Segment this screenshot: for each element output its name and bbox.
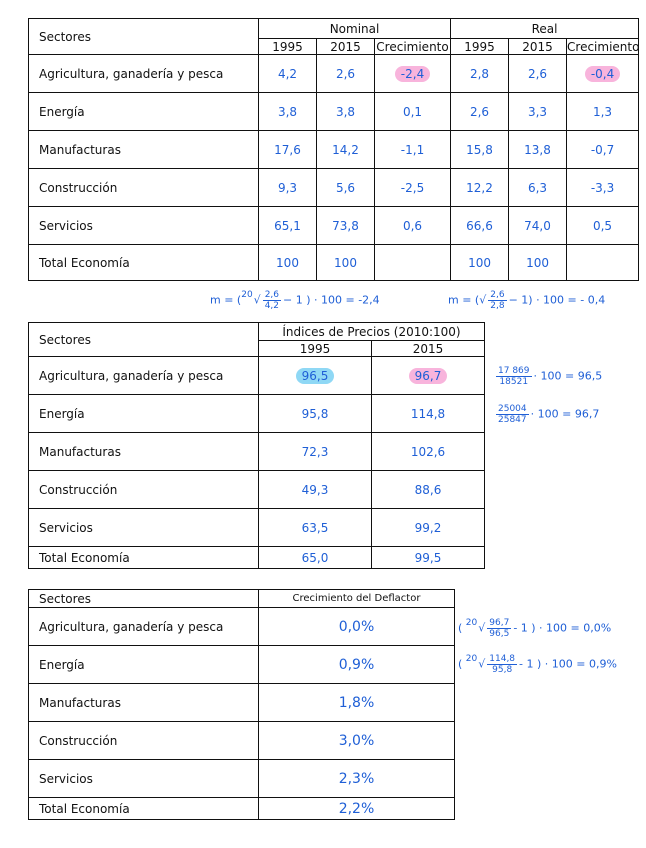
cell: 0,0% (259, 608, 455, 646)
cell: 3,3 (509, 93, 567, 131)
subheader-year: 1995 (451, 39, 509, 55)
cell: 65,0 (259, 547, 372, 569)
subheader-year: 1995 (259, 39, 317, 55)
cell: 0,6 (375, 207, 451, 245)
row-label: Energía (29, 646, 259, 684)
cell: 73,8 (317, 207, 375, 245)
table-row (29, 547, 485, 569)
row-label: Servicios (29, 207, 259, 245)
header-sectores: Sectores (29, 590, 259, 608)
highlighted-cell: 96,7 (409, 368, 448, 384)
cell: 15,8 (451, 131, 509, 169)
table-row (29, 245, 639, 281)
row-label: Servicios (29, 760, 259, 798)
cell: 100 (317, 245, 375, 281)
highlighted-cell: 96,5 (296, 368, 335, 384)
header-sectores: Sectores (29, 19, 259, 55)
cell: -2,5 (375, 169, 451, 207)
row-label: Agricultura, ganadería y pesca (29, 55, 259, 93)
table-row (29, 684, 455, 722)
cell: 14,2 (317, 131, 375, 169)
row-label: Construcción (29, 722, 259, 760)
row-label: Agricultura, ganadería y pesca (29, 608, 259, 646)
cell: 6,3 (509, 169, 567, 207)
table-row (29, 471, 485, 509)
calc-index-2015: $\frac{25004}{25847}$ · 100 = 96,7 (498, 404, 600, 425)
cell: 102,6 (372, 433, 485, 471)
subheader-year: 2015 (509, 39, 567, 55)
row-label: Manufacturas (29, 131, 259, 169)
cell: 2,8 (451, 55, 509, 93)
cell: 9,3 (259, 169, 317, 207)
table-row (29, 357, 485, 395)
table-nominal-real (28, 18, 639, 281)
row-label: Manufacturas (29, 433, 259, 471)
cell: 114,8 (372, 395, 485, 433)
table-row (29, 93, 639, 131)
calc-deflactor-energia: ( $^{20}$√ $\frac{114,8}{95,8}$ - 1 ) · 100 = 0,9% (458, 654, 617, 675)
cell (375, 245, 451, 281)
cell: 0,9% (259, 646, 455, 684)
cell: 99,5 (372, 547, 485, 569)
header-nominal: Nominal (259, 19, 451, 39)
cell: 3,8 (317, 93, 375, 131)
cell: 2,6 (509, 55, 567, 93)
row-label: Servicios (29, 509, 259, 547)
calc-deflactor-agricultura: ( $^{20}$√ $\frac{96,7}{96,5}$ - 1 ) · 100 = 0,0% (458, 618, 612, 639)
row-label: Manufacturas (29, 684, 259, 722)
table-indices-precios (28, 322, 485, 569)
calc-index-1995: $\frac{17 869}{18521}$ · 100 = 96,5 (498, 366, 603, 387)
highlighted-cell: -0,4 (585, 66, 620, 82)
table-crecimiento-deflactor (28, 589, 455, 820)
cell: 0,1 (375, 93, 451, 131)
cell: 99,2 (372, 509, 485, 547)
row-label: Agricultura, ganadería y pesca (29, 357, 259, 395)
subheader-crecimiento: Crecimiento (567, 39, 640, 54)
row-label: Construcción (29, 169, 259, 207)
cell: 13,8 (509, 131, 567, 169)
cell: 100 (451, 245, 509, 281)
cell: 100 (259, 245, 317, 281)
cell: 12,2 (451, 169, 509, 207)
table-row (29, 646, 455, 684)
header-indices: Índices de Precios (2010:100) (259, 323, 485, 341)
highlighted-cell: -2,4 (395, 66, 430, 82)
table-row (29, 169, 639, 207)
cell: 88,6 (372, 471, 485, 509)
subheader-year: 2015 (317, 39, 375, 55)
cell: 4,2 (259, 55, 317, 93)
cell: -0,7 (567, 131, 639, 169)
header-real: Real (451, 19, 639, 39)
header-sectores: Sectores (29, 323, 259, 357)
formula-nominal: m = ($^{20}$√ $\frac{2,6}{4,2}$ − 1 ) · 100 = -2,4 (210, 290, 380, 311)
cell: -1,1 (375, 131, 451, 169)
cell (567, 245, 639, 281)
cell: 72,3 (259, 433, 372, 471)
table-row (29, 55, 639, 93)
cell: 5,6 (317, 169, 375, 207)
cell: 2,6 (317, 55, 375, 93)
table-row (29, 395, 485, 433)
cell: 1,3 (567, 93, 639, 131)
row-label: Total Economía (29, 547, 259, 569)
cell: 66,6 (451, 207, 509, 245)
cell: 65,1 (259, 207, 317, 245)
row-label: Construcción (29, 471, 259, 509)
cell: -3,3 (567, 169, 639, 207)
table-row (29, 207, 639, 245)
header-crecimiento-deflactor: Crecimiento del Deflactor (259, 590, 455, 608)
cell: 2,6 (451, 93, 509, 131)
cell: 49,3 (259, 471, 372, 509)
cell: 17,6 (259, 131, 317, 169)
cell: 2,3% (259, 760, 455, 798)
cell: 2,2% (259, 798, 455, 820)
cell: 3,8 (259, 93, 317, 131)
cell: 74,0 (509, 207, 567, 245)
table-row (29, 131, 639, 169)
table-row (29, 509, 485, 547)
cell: 3,0% (259, 722, 455, 760)
cell: 100 (509, 245, 567, 281)
cell: 0,5 (567, 207, 639, 245)
table-row (29, 722, 455, 760)
table-row (29, 760, 455, 798)
cell: 63,5 (259, 509, 372, 547)
table-row (29, 608, 455, 646)
row-label: Energía (29, 395, 259, 433)
row-label: Total Economía (29, 245, 259, 281)
cell: 95,8 (259, 395, 372, 433)
formula-real: m = (√ $\frac{2,6}{2,8}$ − 1) · 100 = - 0,4 (448, 290, 606, 311)
cell: 1,8% (259, 684, 455, 722)
subheader-year: 2015 (372, 341, 485, 357)
table-row (29, 798, 455, 820)
subheader-crecimiento: Crecimiento (376, 39, 449, 54)
table-row (29, 433, 485, 471)
subheader-year: 1995 (259, 341, 372, 357)
row-label: Total Economía (29, 798, 259, 820)
row-label: Energía (29, 93, 259, 131)
